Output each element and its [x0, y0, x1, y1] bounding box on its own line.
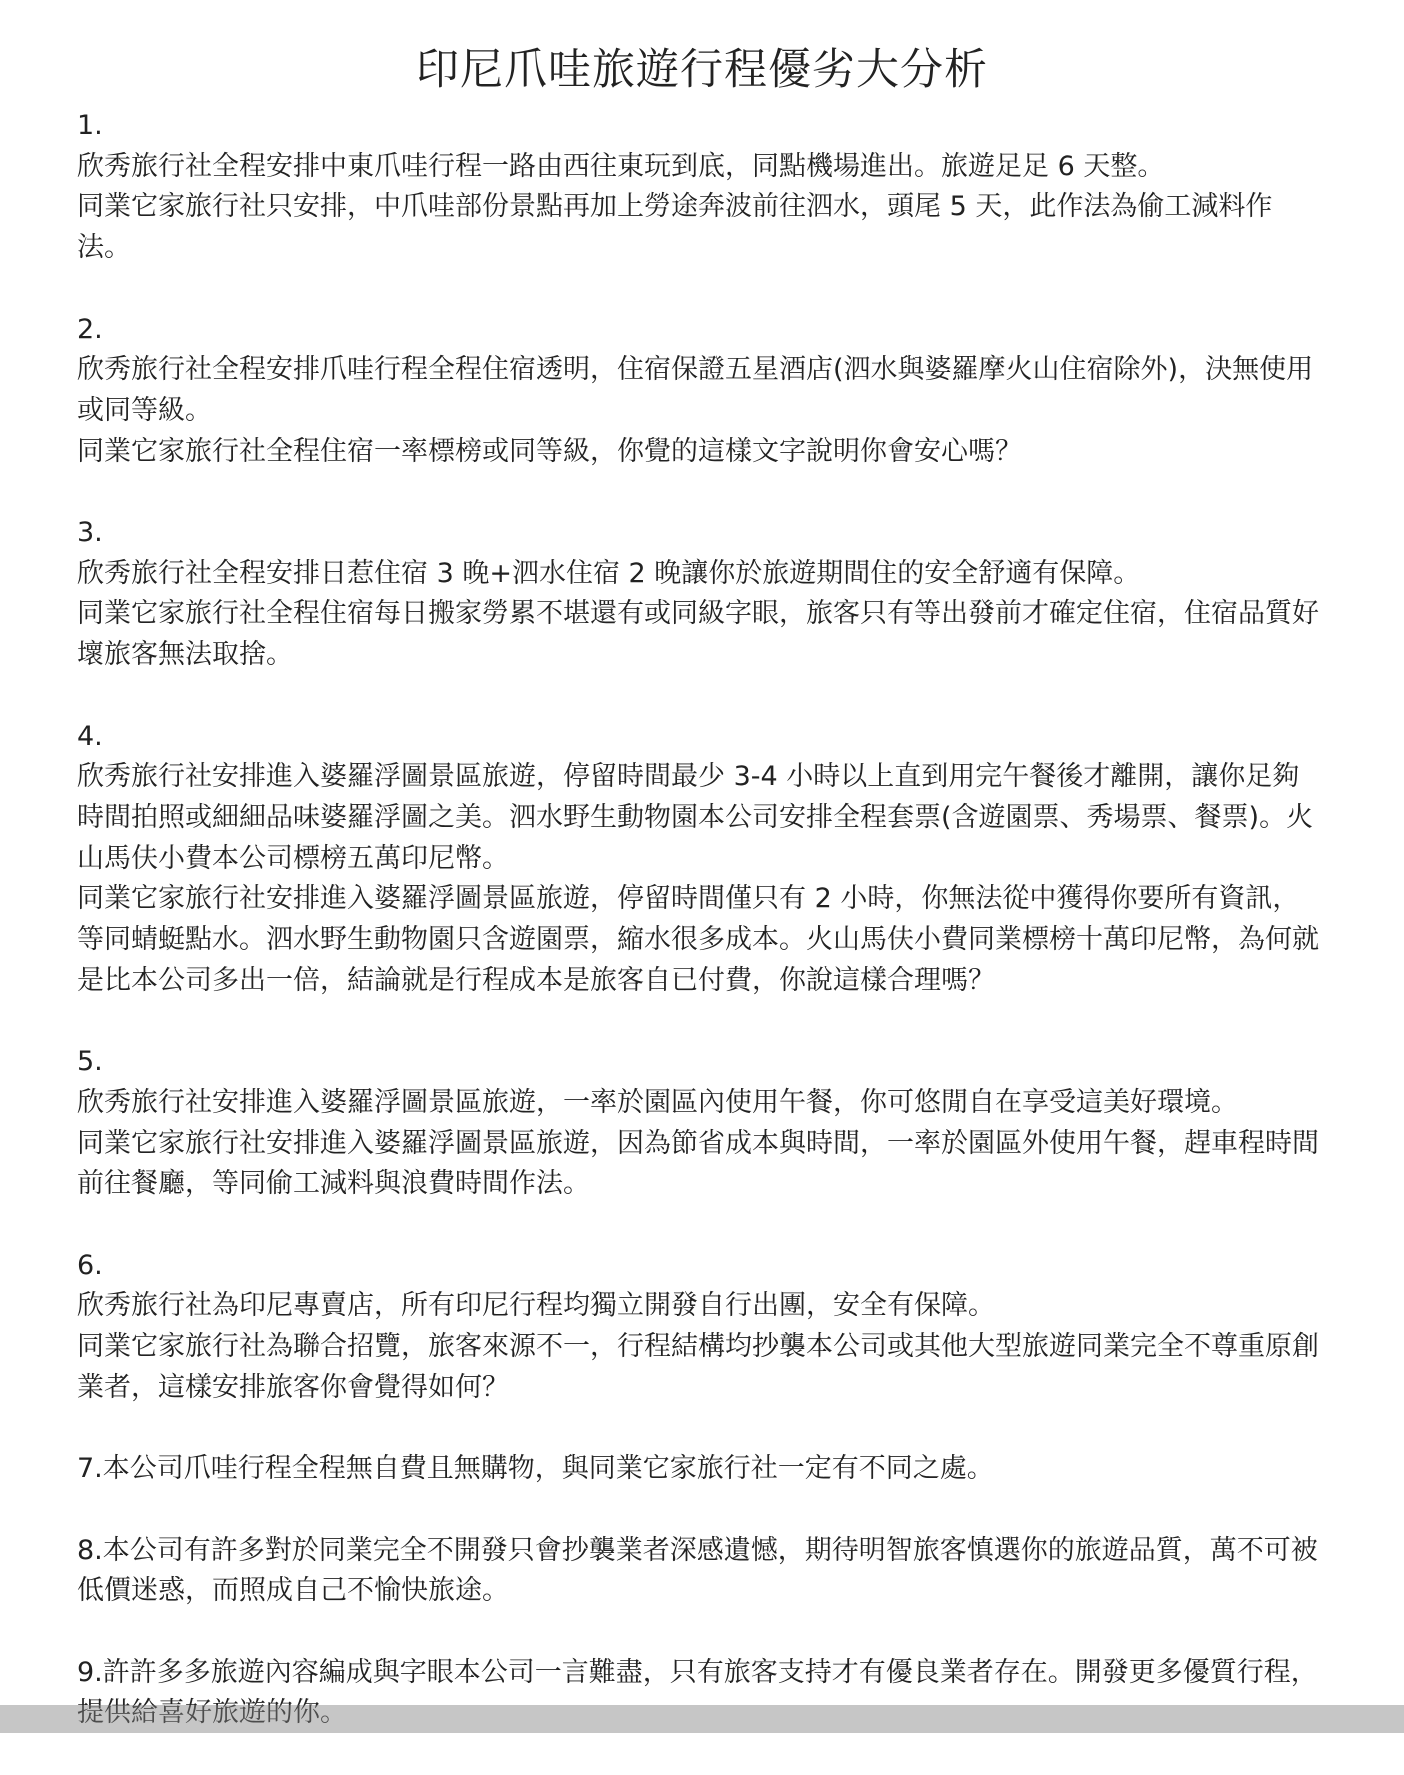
paragraph: 欣秀旅行社全程安排爪哇行程全程住宿透明，住宿保證五星酒店(泗水與婆羅摩火山住宿除外)，決無使用或同等級。 [77, 354, 1314, 426]
paragraph: 同業它家旅行社安排進入婆羅浮圖景區旅遊，因為節省成本與時間，一率於園區外使用午餐，趕車程時間前往餐廳，等同偷工減料與浪費時間作法。 [77, 1127, 1319, 1200]
paragraph: 7.本公司爪哇行程全程無自費且無購物，與同業它家旅行社一定有不同之處。 [77, 1453, 994, 1485]
paragraph: 欣秀旅行社安排進入婆羅浮圖景區旅遊，停留時間最少 3-4 小時以上直到用完午餐後才離開，讓你足夠時間拍照或細細品味婆羅浮圖之美。泗水野生動物園本公司安排全程套票(含遊園票、秀場票、餐票)。火山馬伕小費本公司標榜五萬印尼幣。 [77, 761, 1314, 874]
section-number: 4. [77, 720, 103, 752]
section-1 [77, 106, 1322, 269]
paragraph: 同業它家旅行社全程住宿每日搬家勞累不堪還有或同級字眼，旅客只有等出發前才確定住宿，住宿品質好壞旅客無法取捨。 [77, 598, 1319, 671]
section-number: 1. [77, 110, 103, 141]
section-number: 3. [77, 517, 103, 548]
paragraph: 同業它家旅行社全程住宿一率標榜或同等級，你覺的這樣文字說明你會安心嗎？ [77, 435, 1022, 467]
paragraph: 同業它家旅行社為聯合招覽，旅客來源不一，行程結構均抄襲本公司或其他大型旅遊同業完全不尊重原創業者，這樣安排旅客你會覺得如何？ [77, 1331, 1319, 1403]
paragraph: 欣秀旅行社安排進入婆羅浮圖景區旅遊，一率於園區內使用午餐，你可悠閒自在享受這美好環境。 [77, 1086, 1238, 1118]
section-number: 5. [77, 1046, 103, 1078]
paragraph: 同業它家旅行社只安排，中爪哇部份景點再加上勞途奔波前往泗水，頭尾 5 天，此作法為偷工減料作法。 [77, 191, 1273, 264]
section-8 [77, 1531, 1322, 1612]
paragraph: 欣秀旅行社全程安排中東爪哇行程一路由西往東玩到底，同點機場進出。旅遊足足 6 天整。 [77, 150, 1165, 182]
section-number: 2. [77, 313, 103, 345]
section-number: 6. [77, 1249, 103, 1281]
section-6 [77, 1246, 1322, 1409]
paragraph: 9.許許多多旅遊內容編成與字眼本公司一言難盡，只有旅客支持才有優良業者存在。開發更多優質行程，提供給喜好旅遊的你。 [77, 1656, 1318, 1729]
paragraph: 同業它家旅行社安排進入婆羅浮圖景區旅遊，停留時間僅只有 2 小時，你無法從中獲得你要所有資訊，等同蜻蜓點水。泗水野生動物園只含遊園票，縮水很多成本。火山馬伕小費同業標榜十萬印尼幣，為何就是比本公司多出一倍，結論就是行程成本是旅客自已付費，你說這樣合理嗎？ [77, 883, 1319, 996]
section-7 [77, 1449, 1322, 1490]
document-body [77, 106, 1322, 1775]
section-5 [77, 1042, 1322, 1205]
section-2 [77, 310, 1322, 473]
section-4 [77, 717, 1322, 1002]
bottom-overlay-bar [0, 1705, 1404, 1733]
document-title: 印尼爪哇旅遊行程優劣大分析 [416, 45, 988, 95]
section-3 [77, 513, 1322, 676]
paragraph: 8.本公司有許多對於同業完全不開發只會抄襲業者深感遺憾，期待明智旅客慎選你的旅遊品質，萬不可被低價迷惑，而照成自己不愉快旅途。 [77, 1534, 1318, 1607]
paragraph: 欣秀旅行社全程安排日惹住宿 3 晚+泗水住宿 2 晚讓你於旅遊期間住的安全舒適有保障。 [77, 557, 1141, 589]
paragraph: 欣秀旅行社為印尼專賣店，所有印尼行程均獨立開發自行出團，安全有保障。 [77, 1290, 995, 1322]
